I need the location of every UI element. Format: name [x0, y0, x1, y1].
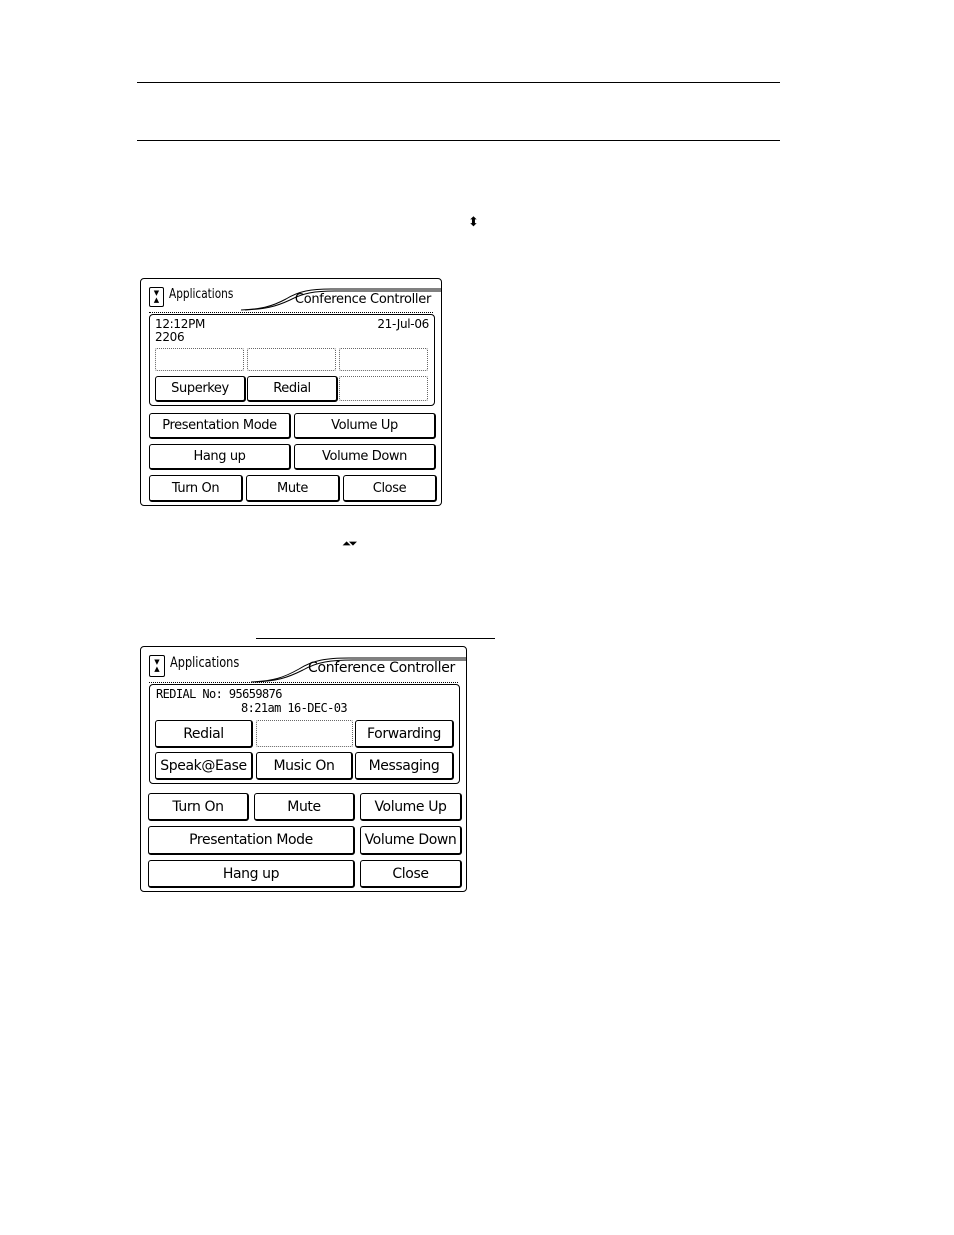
chevron-down-icon: ▼ — [153, 289, 160, 297]
hang-up-button[interactable]: Hang up — [148, 860, 355, 888]
applications-menu-button[interactable] — [149, 287, 164, 307]
mute-button[interactable]: Mute — [246, 475, 340, 502]
presentation-mode-button[interactable]: Presentation Mode — [149, 413, 291, 439]
empty-slot — [339, 348, 428, 371]
title-divider — [149, 312, 433, 313]
scroll-arrows-icon: ⏶⏷ — [342, 537, 356, 550]
chevron-up-icon: ▲ — [153, 296, 160, 304]
time-display: 12:12PM — [155, 317, 206, 331]
scroll-updown-icon: ⬍ — [468, 215, 479, 230]
forwarding-button[interactable]: Forwarding — [355, 720, 454, 748]
close-button[interactable]: Close — [343, 475, 437, 502]
extension-display: 2206 — [155, 330, 185, 344]
turn-on-button[interactable]: Turn On — [148, 793, 249, 821]
empty-slot — [155, 348, 244, 371]
volume-up-button[interactable]: Volume Up — [360, 793, 462, 821]
redial-number-display: REDIAL No: 95659876 — [156, 687, 282, 701]
superkey-button[interactable]: Superkey — [155, 376, 246, 402]
app-title: Conference Controller — [307, 660, 455, 676]
date-display: 21-Jul-06 — [377, 317, 429, 331]
redial-datetime-display: 8:21am 16-DEC-03 — [241, 701, 347, 715]
empty-slot — [256, 720, 353, 747]
header-rule-top — [137, 82, 780, 83]
applications-label[interactable]: Applications — [169, 287, 234, 302]
chevron-down-icon: ▼ — [154, 658, 160, 666]
music-on-button[interactable]: Music On — [256, 752, 353, 780]
speak-at-ease-button[interactable]: Speak@Ease — [155, 752, 253, 780]
redial-button[interactable]: Redial — [247, 376, 338, 402]
redial-button[interactable]: Redial — [155, 720, 253, 748]
empty-slot — [247, 348, 336, 371]
empty-slot — [339, 376, 428, 401]
volume-up-button[interactable]: Volume Up — [294, 413, 436, 439]
chevron-up-icon: ▲ — [154, 665, 160, 673]
applications-label[interactable]: Applications — [170, 655, 240, 671]
title-divider — [149, 682, 458, 683]
link-underline — [256, 638, 495, 639]
volume-down-button[interactable]: Volume Down — [360, 826, 462, 855]
conference-controller-screen-2 — [140, 646, 467, 892]
hang-up-button[interactable]: Hang up — [149, 444, 291, 470]
app-title: Conference Controller — [294, 292, 431, 307]
turn-on-button[interactable]: Turn On — [149, 475, 243, 502]
mute-button[interactable]: Mute — [254, 793, 355, 821]
applications-menu-button[interactable] — [149, 655, 165, 677]
header-rule-bottom — [137, 140, 780, 141]
volume-down-button[interactable]: Volume Down — [294, 444, 436, 470]
messaging-button[interactable]: Messaging — [355, 752, 454, 780]
conference-controller-screen-1 — [140, 278, 442, 506]
close-button[interactable]: Close — [360, 860, 462, 888]
presentation-mode-button[interactable]: Presentation Mode — [148, 826, 355, 855]
